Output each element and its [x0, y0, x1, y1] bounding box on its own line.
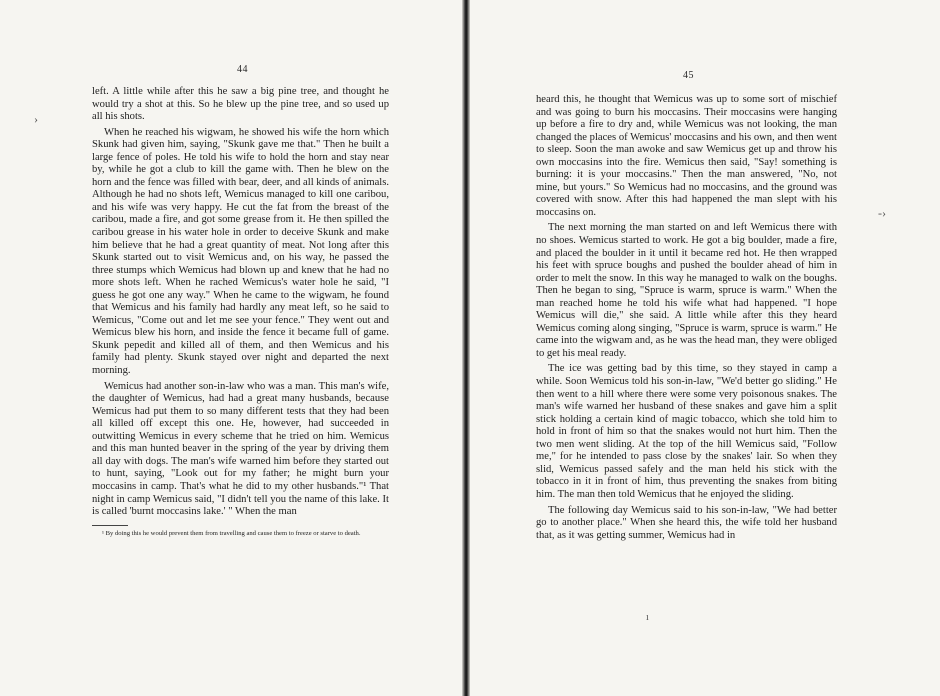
- right-page: [470, 0, 940, 696]
- footnote: ¹ By doing this he would prevent them from travelling and cause them to freeze or starve to death.: [102, 529, 361, 537]
- paragraph: left. A little while after this he saw a big pine tree, and thought he would try a shot at this. So he blew up the pine tree, and so used up all his shots.: [92, 86, 389, 123]
- paragraph: The next morning the man started on and left Wemicus there with no shoes. Wemicus started to work. He got a big boulder, made a fire, and placed the boulder in it until it became red hot. He then wrapped his feet with spruce boughs and pushed the boulder ahead of him in order to melt the snow. In this way he managed to walk on the boughs. Then he began to sing, "Spruce is warm, spruce is warm." When the man reached home he told his wife what had happened. "I hope Wemicus will die," she said. A little while after this they heard Wemicus coming along singing, "Spruce is warm, spruce is warm." He came into the wigwam and, as he was the head man, they were obliged to get his meal ready.: [536, 222, 837, 359]
- page-text: [92, 86, 389, 538]
- page-number: 45: [683, 70, 694, 81]
- paragraph: The following day Wemicus said to his son-in-law, "We had better go to another place." When she heard this, the wife told her husband that, as it was getting summer, Wemicus had in: [536, 504, 837, 541]
- margin-mark-icon: -›: [878, 206, 886, 220]
- paragraph: heard this, he thought that Wemicus was up to some sort of mischief and was going to burn his moccasins. Their moccasins were hanging up before a fire to dry and, while Wemicus was not looking, the man changed the places of Wemicus' moccasins and his own, and then went to sleep. Soon the man awoke and saw Wemicus get up and throw his own moccasins into the fire. Wemicus then said, "Say! something is burning: it is your moccasins." Then the man answered, "No, not mine, but yours." So Wemicus had no moccasins, and the ground was covered with snow. After this had happened the man slept with his moccasins on.: [536, 94, 837, 218]
- page-number: 44: [237, 64, 248, 75]
- footnote-rule: [92, 525, 128, 526]
- page-text: [536, 94, 837, 545]
- paragraph: When he reached his wigwam, he showed his wife the horn which Skunk had given him, saying, "Skunk gave me that." Then he built a large fence of poles. He told his wife to hold the horn and stay near by, while he got a club to kill the game with. Then he blew on the horn and the fence was filled with bear, deer, and all kinds of animals. Although he had no shots left, Wemicus managed to kill one caribou, and his wife was very happy. He cut the fat from the breast of the caribou, made a fire, and got some grease from it. He then spilled the caribou grease in his water hole in order to deceive Skunk and make him believe that he had a great quantity of meat. Not long after this Skunk started out to visit Wemicus and, on his way, he passed the three stumps which Wemicus had blown up and knew that he had no more shots left. When he rached Wemicus's water hole he said, "I guess he got one any way." When he came to the wigwam, he found that Wemicus and his family had hardly any meat left, so he said to Wemicus, "Come out and let me see your fence." They went out and Wemicus blew his horn, and inside the fence it became full of game. Skunk pepedit and killed all of them, and then Wemicus and his family had plenty. Skunk stayed over night and departed the next morning.: [92, 126, 389, 377]
- left-page: [0, 0, 462, 696]
- page-mark-icon: ı: [646, 612, 649, 623]
- paragraph: The ice was getting bad by this time, so they stayed in camp a while. Soon Wemicus told his son-in-law, "We'd better go sliding." He then went to a hill where there were some very poisonous snakes. The man's wife warned her husband of these snakes and gave him a split stick holding a certain kind of magic tobacco, which she told him to hold in front of him so that the snakes would not hurt him. Then the two men went sliding. At the top of the hill Wemicus said, "Follow me," for he intended to pass close by the snakes' lair. So when they slid, Wemicus passed safely and the man held his stick with the tobacco in it in front of him, thus preventing the snakes from biting him. The man then told Wemicus that he enjoyed the sliding.: [536, 363, 837, 500]
- margin-mark-icon: ›: [34, 112, 38, 126]
- paragraph: Wemicus had another son-in-law who was a man. This man's wife, the daughter of Wemicus, had had a great many husbands, because Wemicus had put them to so many different tests that they had been all killed off except this one. He, however, had succeeded in outwitting Wemicus in every scheme that he tried on him. Wemicus and this man hunted beaver in the spring of the year by driving them all day with dogs. The man's wife warned him before they started out to hunt, saying, "Look out for my father; he might burn your moccasins in camp. That's what he did to my other husbands."¹ That night in camp Wemicus said, "I didn't tell you the name of this lake. It is called 'burnt moccasins lake.' " When the man: [92, 380, 389, 518]
- book-gutter: [462, 0, 470, 696]
